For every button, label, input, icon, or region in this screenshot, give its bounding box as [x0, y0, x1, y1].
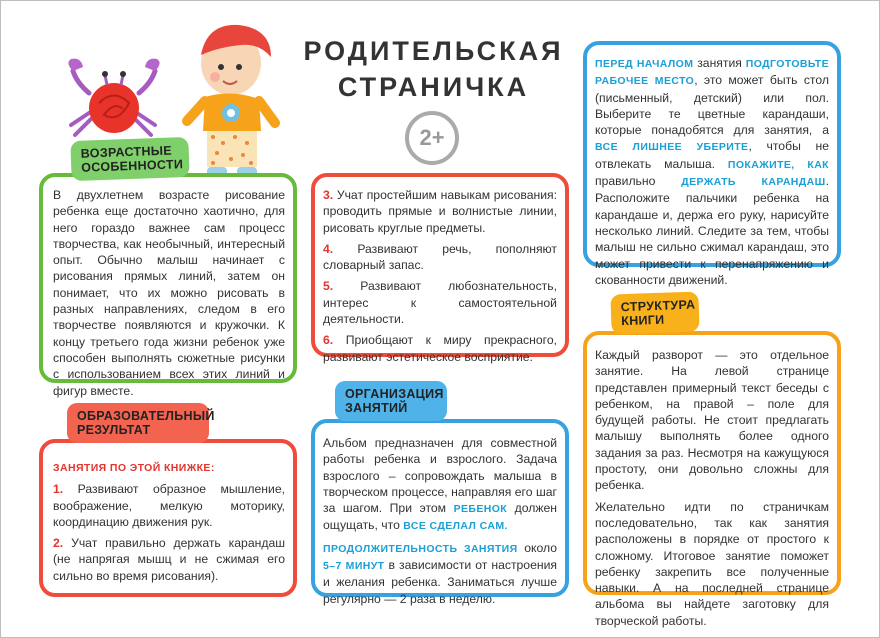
org-paragraph-3: ПЕРЕД НАЧАЛОМ занятия ПОДГОТОВЬТЕ РАБОЧЕЕ МЕСТО, это может быть стол (письменный, детский) или пол. Выберите те цветные карандаши, которые понадобятся для занятия, а ВСЕ ЛИШНЕЕ УБЕРИТЕ, чтобы не отвлекать малыша. ПОКАЖИТЕ, КАК правильно ДЕРЖАТЬ КАРАНДАШ. Расположите пальчики ребенка на карандаше и, держа его руку, нарисуйте несколько линий. Следите за тем, чтобы малыш не сильно сжимал карандаш, это может привести к перенапряжению и скованности движений.: [595, 56, 829, 287]
result-tag: ОБРАЗОВАТЕЛЬНЫЙ РЕЗУЛЬТАТ: [67, 403, 209, 443]
result-item-2: 2. Учат правильно держать карандаш (не напрягая мышц и не сжимая его сильно во время рисования).: [53, 536, 286, 583]
result-subtitle: ЗАНЯТИЯ ПО ЭТОЙ КНИЖКЕ:: [53, 462, 215, 474]
result-item-1: 1. Развивают образное мышление, воображение, мелкую моторику, координацию движения рук.: [53, 482, 286, 529]
result-item-4: 4. Развивают речь, пополняют словарный запас.: [323, 241, 557, 273]
crab-illustration: [59, 53, 169, 148]
org-text-left: [323, 435, 558, 606]
toddler-illustration: [179, 13, 291, 183]
age-badge: 2+: [405, 111, 459, 165]
org-tag: ОРГАНИЗАЦИЯ ЗАНЯТИЙ: [335, 381, 447, 421]
book-structure-text: [595, 347, 829, 634]
age-features-tag: ВОЗРАСТНЫЕ ОСОБЕННОСТИ: [70, 137, 189, 181]
book-paragraph-2: Желательно идти по страничкам последовательно, так как занятия расположены в порядке от простого к сложному. Итоговое занятие поможет ребенку закрепить все полученные навыки. А на последней странице альбома вы найдете заготовку для творческой работы.: [595, 499, 829, 628]
result-item-3: 3. Учат простейшим навыкам рисования: проводить прямые и волнистые линии, рисовать круглые предметы.: [323, 188, 557, 235]
page-title: [301, 33, 566, 105]
org-paragraph-1: Альбом предназначен для совместной работы ребенка и взрослого. Задача взрослого – сопровождать малыша в творческом процессе, направляя его шаг за шагом. При этом РЕБЕНОК должен ощущать, что ВСЕ СДЕЛАЛ САМ.: [323, 436, 557, 533]
book-structure-tag: СТРУКТУРА КНИГИ: [610, 291, 699, 334]
age-features-text: В двухлетнем возрасте рисование ребенка еще достаточно хаотично, для него гораздо важнее сам процесс творчества, как необычный, интересный опыт. Обычно малыш начинает с рисования прямых линий, затем он понимает, что их можно рисовать в разных направлениях, следом в его творчестве появляются и кружочки. К концу третьего года жизни ребенок уже способен выполнять сюжетные рисунки с использованием всех этих линий и фигур вместе.: [53, 188, 285, 398]
result-text-right: [323, 187, 557, 370]
org-paragraph-2: ПРОДОЛЖИТЕЛЬНОСТЬ ЗАНЯТИЯ около 5–7 МИНУТ в зависимости от настроения и желания ребенка. Заниматься лучше регулярно — 2 раза в неделю.: [323, 540, 558, 606]
org-text-right: [595, 55, 829, 293]
title-line-1: РОДИТЕЛЬСКАЯ: [303, 36, 564, 66]
result-item-6: 6. Приобщают к миру прекрасного, развивают эстетическое восприятие.: [323, 333, 558, 364]
title-line-2: СТРАНИЧКА: [337, 72, 530, 102]
result-text-left: [53, 459, 285, 589]
result-item-5: 5. Развивают любознательность, интерес к самостоятельной деятельности.: [323, 279, 557, 327]
book-paragraph-1: Каждый разворот — это отдельное занятие. На левой странице представлен примерный текст беседы с ребенком, на правой – поле для будущей работы. Не стоит предлагать малышу выполнять более одного задания за раз. Несмотря на кажущуюся простоту, они довольно сложны для ребенка.: [595, 348, 829, 493]
